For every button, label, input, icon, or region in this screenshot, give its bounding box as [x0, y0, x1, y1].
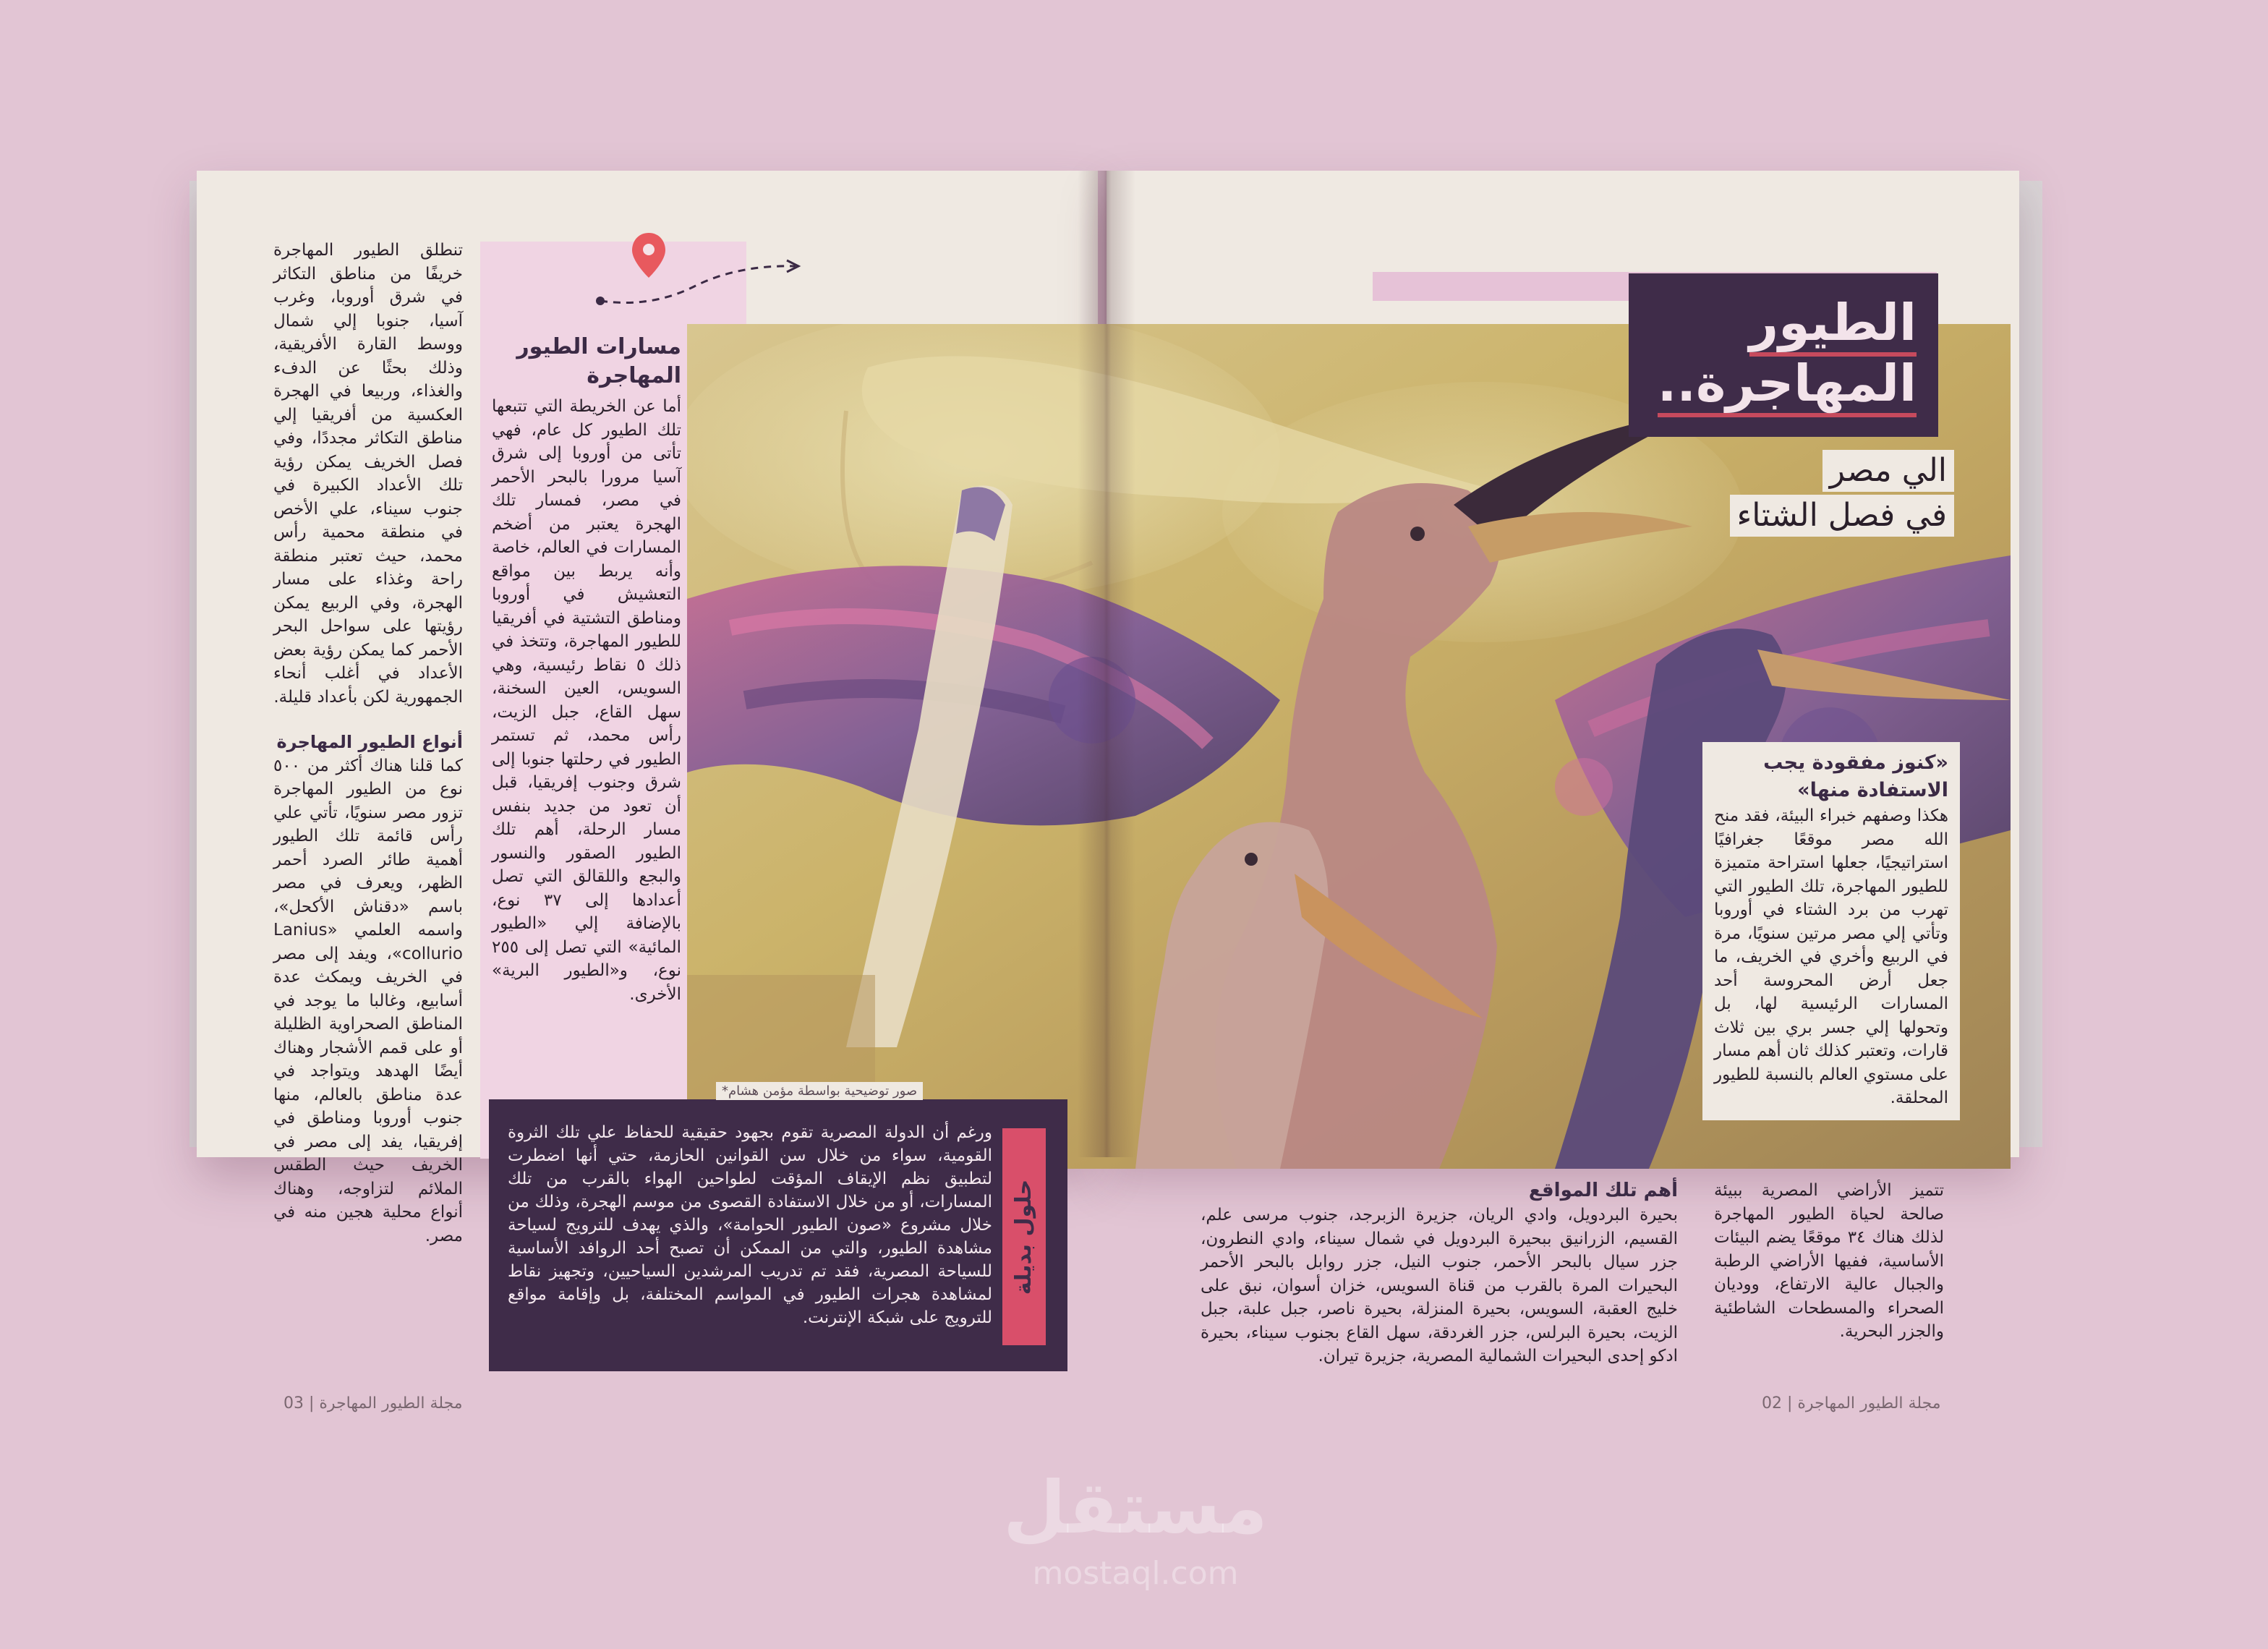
alternative-solutions-label: حلول بديلة: [1011, 1179, 1037, 1295]
article-subtitle-2: [1721, 495, 1954, 537]
right-page-footer: 02 | مجلة الطيور المهاجرة: [1762, 1394, 1941, 1412]
alternative-solutions-paragraph: ورغم أن الدولة المصرية تقوم بجهود حقيقية للحفاظ علي تلك الثروة القومية، سواء من خلال سن القوانين الحازمة، حتي أنها اضطرت لتطبيق نظم الإيقاف المؤقت لطواحين الهواء بالقرب من تلك المسارات، أو من خلال الاستفادة القصوى من موسم الهجرة، وذلك من خلال مشروع «صون الطيور الحوامة»، والذي يهدف للترويج لسياحة مشاهدة الطيور، والتي من الممكن أن تصبح أحد الروافد الأساسية للسياحة المصرية، فقد تم تدريب المرشدين السياحيين، وتجهيز نقاط لمشاهدة هجرات الطيور في المواسم المختلفة، بل وإقامة مواقع للترويج على شبكة الإنترنت.: [508, 1123, 992, 1327]
species-heading: أنواع الطيور المهاجرة: [276, 732, 463, 752]
article-title: [1658, 292, 1917, 414]
quote-paragraph: هكذا وصفهم خبراء البيئة، فقد منح الله مصر موقعًا جغرافيًا استراتيجيًا، جعلها استراحة متميزة للطيور المهاجرة، تلك الطيور التي تهرب من برد الشتاء في أوروبا وتأتي إلي مصر مرتين سنويًا، مرة في الربيع وأخري في الخريف، ما جعل أرض المحروسة أحد المسارات الرئيسية لها، بل وتحولها إلي جسر بري بين ثلاث قارات، وتعتبر كذلك ثان أهم مسار على مستوي العالم بالنسبة للطيور المحلقة.: [1714, 806, 1948, 1107]
sites-heading: أهم تلك المواقع: [1528, 1180, 1678, 1201]
quote-heading: «كنوز مفقودة يجب الاستفادة منها»: [1763, 751, 1948, 801]
quote-column: [1702, 742, 1960, 1120]
subtitle-line-2: في فصل الشتاء: [1730, 495, 1954, 537]
article-title-box: [1629, 273, 1938, 437]
sites-paragraph: بحيرة البردويل، وادي الريان، جزيرة الزبرجد، جنوب مرسى علم، القسيم، الزرانيق ببحيرة البردويل في شمال سيناء، وادي النطرون، جزر سيال بالبحر الأحمر، جنوب النيل، جزر روابل بالبحر الأحمر البحيرات المرة بالقرب من قناة السويس، خزان أسوان، نبق على خليج العقبة، السويس، بحيرة المنزلة، بحيرة ناصر، جبل علبة، جبل الزيت، بحيرة البرلس، جزر الغردقة، سهل القاع بجنوب سيناء، بحيرة ادكو إحدى البحيرات الشمالية المصرية، جزيرة تيران.: [1201, 1206, 1678, 1365]
right-page-stack-edge: [2018, 181, 2042, 1147]
alternative-solutions-box: [489, 1099, 1067, 1371]
routes-column: [492, 333, 681, 1006]
species-paragraph: كما قلنا هناك أكثر من ٥٠٠ نوع من الطيور المهاجرة تزور مصر سنويًا، تأتي علي رأس قائمة تلك الطيور أهمية طائر الصرد أحمر الظهر، ويعرف في مصر باسم «دقناش الأكحل»، واسمه العلمي «Lanius collurio»، ويفد إلى مصر في الخريف ويمكث عدة أسابيع، وغالبا ما يوجد في المناطق الصحراوية الظليلة أو على قمم الأشجار وهناك أيضًا الهدهد ويتواجد في عدة مناطق بالعالم، منها جنوب أوروبا ومناطق في إفريقيا، يفد إلى مصر في الخريف حيث الطقس الملائم لتزاوجه، وهناك أنواع محلية هجين منه في مصر.: [273, 756, 463, 1245]
left-page-footer: مجلة الطيور المهاجرة | 03: [284, 1394, 463, 1412]
subtitle-line-1: الي مصر: [1822, 450, 1954, 492]
photo-credit: صور توضيحية بواسطة مؤمن هشام*: [716, 1082, 923, 1100]
dashed-flight-path-icon: [593, 229, 810, 315]
title-line-1: الطيور: [1749, 293, 1917, 357]
left-column-intro: [273, 239, 463, 1248]
alternative-solutions-label-tab: [1002, 1128, 1046, 1345]
sites-section: [1201, 1177, 1678, 1368]
watermark-url: mostaql.com: [1032, 1555, 1239, 1592]
intro-paragraph: تنطلق الطيور المهاجرة خريفًا من مناطق التكاثر في شرق أوروبا، وغرب آسيا، جنوبا إلي شمال ووسط القارة الأفريقية، وذلك بحثًا عن الدفء والغذاء، وربيعا في الهجرة العكسية من أفريقيا إلي مناطق التكاثر مجددًا، وفي فصل الخريف يمكن رؤية تلك الأعداد الكبيرة في جنوب سيناء، علي الأخص في منطقة محمية رأس محمد، حيث تعتبر منطقة راحة وغذاء على مسار الهجرة، وفي الربيع يمكن رؤيتها على سواحل البحر الأحمر كما يمكن رؤية بعض الأعداد في أغلب أنحاء الجمهورية لكن بأعداد قليلة.: [273, 241, 463, 707]
routes-paragraph: أما عن الخريطة التي تتبعها تلك الطيور كل عام، فهي تأتى من أوروبا إلى شرق آسيا مرورا بالبحر الأحمر في مصر، فمسار تلك الهجرة يعتبر من أضخم المسارات في العالم، خاصة وأنه يربط بين مواقع التعشيش في أوروبا ومناطق التشتية في أفريقيا للطيور المهاجرة، وتتخذ في ذلك ٥ نقاط رئيسية، وهي السويس، العين السخنة، سهل القاع، جبل الزيت، رأس محمد، ثم تستمر الطيور في رحلتها جنوبا إلى شرق وجنوب إفريقيا، قبل أن تعود من جديد بنفس مسار الرحلة، أهم تلك الطيور الصقور والنسور والبجع واللقالق التي تصل أعدادها إلى ٣٧ نوع، بالإضافة إلي «الطيور المائية» التي تصل إلى ٢٥٥ نوع، و«الطيور البرية» الأخرى.: [492, 397, 681, 1004]
title-line-2: المهاجرة..: [1658, 354, 1917, 417]
routes-heading: مسارات الطيور المهاجرة: [516, 334, 681, 388]
watermark-logo: مستقل: [1003, 1465, 1268, 1550]
map-pin-icon: [631, 230, 667, 281]
article-subtitle: [1781, 450, 1954, 492]
habitats-paragraph: تتميز الأراضي المصرية ببيئة صالحة لحياة الطيور المهاجرة لذلك هناك ٣٤ موقعًا يضم البيئات الأساسية، ففيها الأراضي الرطبة والجبال عالية الارتفاع، ووديان الصحراء والمسطحات الشاطئية والجزر البحرية.: [1714, 1181, 1944, 1341]
